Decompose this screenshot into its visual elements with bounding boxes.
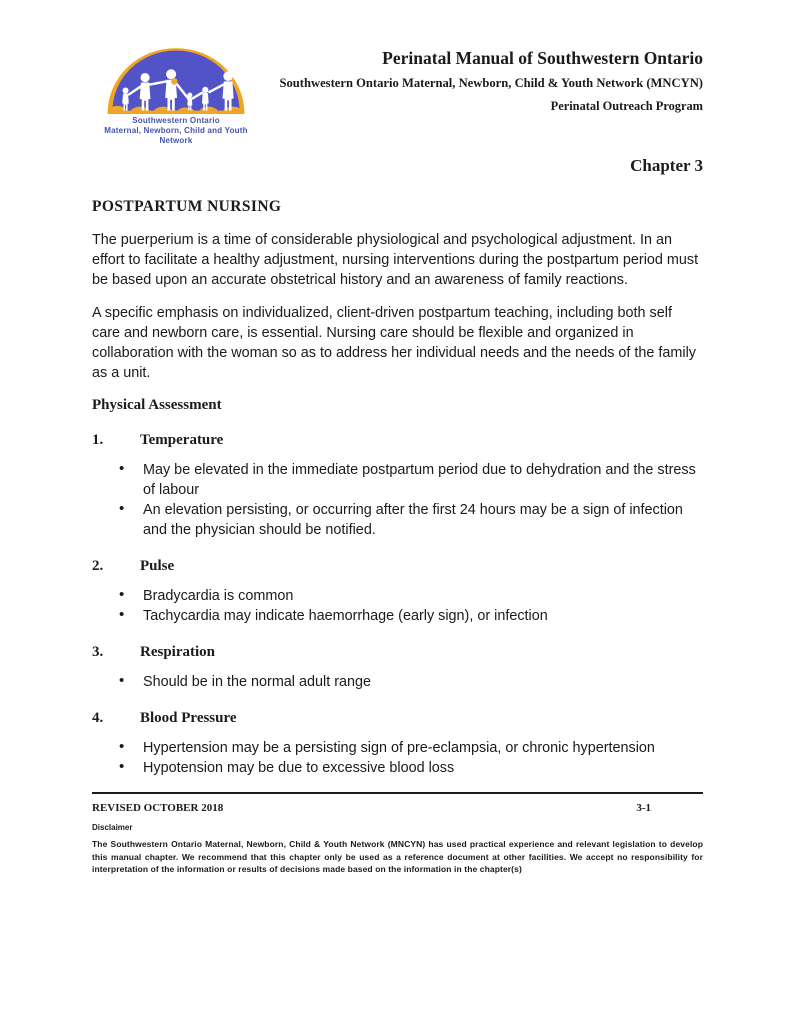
bullet-item: • Should be in the normal adult range	[92, 672, 703, 692]
bullet-item: • Tachycardia may indicate haemorrhage (early sign), or infection	[92, 606, 703, 626]
respiration-bullets	[92, 672, 703, 692]
page-title: POSTPARTUM NURSING	[92, 198, 282, 215]
section-pulse	[92, 558, 703, 575]
disclaimer-text: The Southwestern Ontario Maternal, Newborn, Child & Youth Network (MNCYN) has used practical experience and relevant legislation to develop this manual chapter. We recommend that this chapter only be used as a reference document at other facilities. We accept no responsibility for interpretation of the information or results of decisions made based on the information in the chapter(s)	[92, 839, 703, 874]
disclaimer-label: Disclaimer	[92, 823, 133, 832]
section-blood-pressure	[92, 710, 703, 727]
section-title: Blood Pressure	[140, 710, 237, 726]
bullet-item: • Bradycardia is common	[92, 586, 703, 606]
header-text-block	[260, 42, 703, 142]
pulse-bullets	[92, 586, 703, 626]
bullet-item: • May be elevated in the immediate postpartum period due to dehydration and the stress of labour	[92, 460, 703, 500]
revised-date: REVISED OCTOBER 2018	[92, 802, 224, 814]
intro-paragraph-2: A specific emphasis on individualized, client-driven postpartum teaching, including both self care and newborn care, is essential. Nursing care should be flexible and organized in collaboration with the woman so as to address her individual needs and the needs of the family as a unit.	[92, 305, 696, 381]
bullet-item: • Hypotension may be due to excessive blood loss	[92, 758, 703, 778]
network-subtitle: Southwestern Ontario Maternal, Newborn, Child & Youth Network (MNCYN)	[279, 76, 703, 90]
mncyn-logo	[92, 42, 260, 145]
section-number: 3.	[92, 644, 104, 660]
family-dome-icon	[106, 42, 246, 116]
section-title: Temperature	[140, 432, 224, 448]
bullet-item: • An elevation persisting, or occurring after the first 24 hours may be a sign of infection and the physician should be notified.	[92, 500, 703, 540]
intro-paragraph-1: The puerperium is a time of considerable physiological and psychological adjustment. In an effort to facilitate a healthy adjustment, nursing interventions during the postpartum period must be based upon an accurate obstetrical history and an awareness of family reactions.	[92, 232, 699, 288]
manual-title: Perinatal Manual of Southwestern Ontario	[382, 48, 703, 68]
section-respiration	[92, 644, 703, 661]
blood-pressure-bullets	[92, 738, 703, 778]
section-number: 1.	[92, 432, 104, 448]
footer-row	[92, 802, 703, 814]
section-title: Pulse	[140, 558, 175, 574]
section-temperature	[92, 432, 703, 449]
section-number: 4.	[92, 710, 104, 726]
page-header	[92, 42, 703, 145]
logo-caption-line1: Southwestern Ontario	[132, 116, 220, 125]
section-title: Respiration	[140, 644, 215, 660]
footer-divider	[92, 792, 703, 794]
chapter-label: Chapter 3	[630, 156, 703, 175]
temperature-bullets	[92, 460, 703, 540]
bullet-item: • Hypertension may be a persisting sign of pre-eclampsia, or chronic hypertension	[92, 738, 703, 758]
logo-caption-line2: Maternal, Newborn, Child and Youth Network	[104, 126, 248, 145]
page-number: 3-1	[636, 802, 651, 814]
section-number: 2.	[92, 558, 104, 574]
physical-assessment-heading: Physical Assessment	[92, 397, 222, 413]
program-subtitle: Perinatal Outreach Program	[550, 99, 703, 113]
